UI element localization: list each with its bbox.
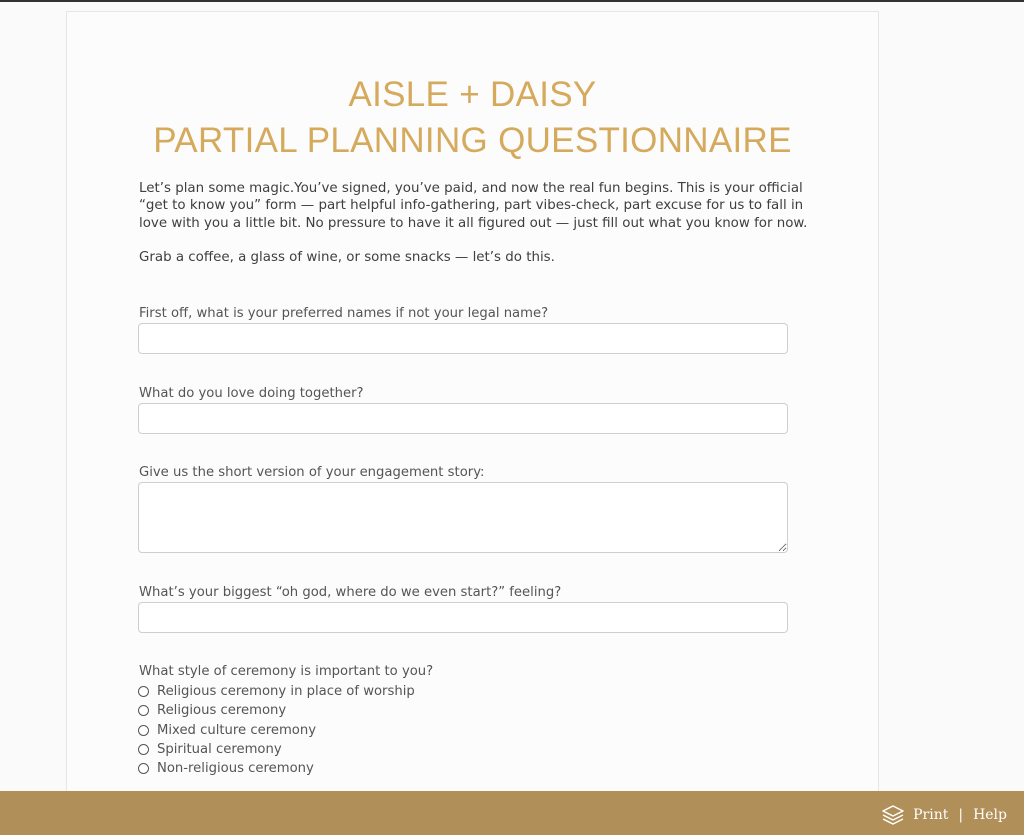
ceremony-option-mixed-culture[interactable] bbox=[138, 721, 415, 740]
biggest-feeling-label: What’s your biggest “oh god, where do we even start?” feeling? bbox=[139, 585, 562, 600]
intro-paragraph-2: Grab a coffee, a glass of wine, or some snacks — let’s do this. bbox=[139, 250, 555, 266]
ceremony-style-label: What style of ceremony is important to you? bbox=[139, 664, 434, 679]
love-doing-together-label: What do you love doing together? bbox=[139, 386, 364, 401]
page-title bbox=[66, 72, 879, 164]
radio-button[interactable] bbox=[138, 686, 149, 697]
engagement-story-label: Give us the short version of your engagement story: bbox=[139, 465, 485, 480]
intro-paragraph-1: Let’s plan some magic.You’ve signed, you’ve paid, and now the real fun begins. This is your official “get to know you” form — part helpful info-gathering, part vibes-check, part excuse for us to fall in love with you a little bit. No pressure to have it all figured out — just fill out what you know for now. bbox=[139, 181, 808, 231]
help-link[interactable]: Help bbox=[973, 807, 1007, 823]
radio-option-label: Religious ceremony bbox=[157, 703, 287, 719]
preferred-names-label: First off, what is your preferred names if not your legal name? bbox=[139, 306, 549, 321]
radio-option-label: Non-religious ceremony bbox=[157, 761, 314, 777]
title-line-1: AISLE + DAISY bbox=[348, 75, 597, 114]
love-doing-together-input[interactable] bbox=[138, 403, 788, 434]
preferred-names-input[interactable] bbox=[138, 323, 788, 354]
radio-button[interactable] bbox=[138, 763, 149, 774]
footer-links bbox=[881, 805, 1007, 825]
intro-text bbox=[139, 180, 809, 267]
ceremony-option-religious[interactable] bbox=[138, 701, 415, 720]
radio-button[interactable] bbox=[138, 705, 149, 716]
ceremony-option-religious-place-of-worship[interactable] bbox=[138, 682, 415, 701]
footer-separator: | bbox=[958, 807, 964, 823]
radio-button[interactable] bbox=[138, 725, 149, 736]
footer-bar bbox=[0, 791, 1024, 835]
radio-button[interactable] bbox=[138, 744, 149, 755]
title-line-2: PARTIAL PLANNING QUESTIONNAIRE bbox=[153, 121, 792, 160]
print-button[interactable] bbox=[881, 805, 948, 825]
layers-icon bbox=[881, 805, 905, 825]
radio-option-label: Spiritual ceremony bbox=[157, 742, 282, 758]
top-rule bbox=[0, 0, 1024, 2]
ceremony-style-radio-group bbox=[138, 682, 415, 778]
engagement-story-textarea[interactable] bbox=[138, 482, 788, 553]
ceremony-option-spiritual[interactable] bbox=[138, 740, 415, 759]
biggest-feeling-input[interactable] bbox=[138, 602, 788, 633]
radio-option-label: Mixed culture ceremony bbox=[157, 722, 317, 738]
radio-option-label: Religious ceremony in place of worship bbox=[157, 684, 415, 700]
print-label: Print bbox=[913, 807, 949, 823]
ceremony-option-non-religious[interactable] bbox=[138, 759, 415, 778]
